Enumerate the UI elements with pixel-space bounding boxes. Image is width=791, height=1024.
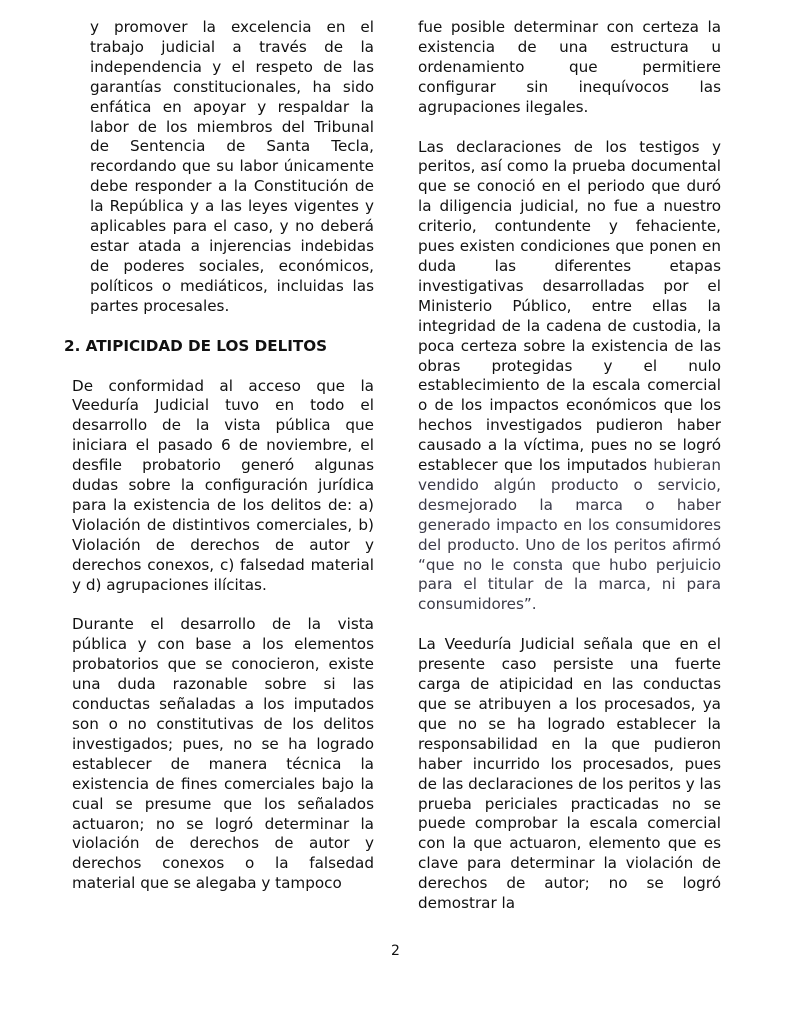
paragraph-part: Las declaraciones de los testigos y peritos, así como la prueba documental que se conoció en el periodo que duró la diligencia judicial, no fue a nuestro criterio, contundente y fehaciente, pues existen condiciones que ponen en duda las diferentes etapas investigativas desarrolladas por el Ministerio Público, entre ellas la integridad de la cadena de custodia, la poca certeza sobre la existencia de las obras protegidas y el nulo establecimiento de la escala comercial o de los impactos económicos que los hechos investigados pudieron haber causado a la víctima, pues no se logró establecer que los imputados	[418, 137, 721, 475]
paragraph: y promover la excelencia en el trabajo judicial a través de la independencia y el respeto de las garantías constitucionales, ha sido enfática en apoyar y respaldar la labor de los miembros del Tribunal de Sentencia de Santa Tecla, recordando que su labor únicamente debe responder a la Constitución de la República y a las leyes vigentes y aplicables para el caso, y no deberá estar atada a injerencias indebidas de poderes sociales, económicos, políticos o mediáticos, incluidas las partes procesales.	[90, 18, 374, 315]
right-column	[418, 18, 721, 914]
paragraph: fue posible determinar con certeza la existencia de una estructura u ordenamiento que permitiere configurar sin inequívocos las agrupaciones ilegales.	[418, 18, 721, 116]
left-column	[64, 18, 374, 894]
paragraph	[418, 138, 721, 616]
section-heading: 2. ATIPICIDAD DE LOS DELITOS	[64, 336, 328, 355]
paragraph: De conformidad al acceso que la Veeduría Judicial tuvo en todo el desarrollo de la vista pública que iniciara el pasado 6 de noviembre, el desfile probatorio generó algunas dudas sobre la configuración jurídica para la existencia de los delitos de: a) Violación de distintivos comerciales, b) Violación de derechos de autor y derechos conexos, c) falsedad material y d) agrupaciones ilícitas.	[72, 376, 374, 594]
paragraph: La Veeduría Judicial señala que en el presente caso persiste una fuerte carga de atipicidad en las conductas que se atribuyen a los procesados, ya que no se ha logrado establecer la responsabilidad en la que pudieron haber incurrido los procesados, pues de las declaraciones de los peritos y las prueba periciales practicadas no se puede comprobar la escala comercial con la que actuaron, elemento que es clave para determinar la violación de derechos de autor; no se logró demostrar la	[418, 635, 721, 913]
paragraph-part: hubieran vendido algún producto o servicio, desmejorado la marca o haber generado impacto en los consumidores del producto. Uno de los peritos afirmó “que no le consta que hubo perjuicio para el titular de la marca, ni para consumidores”.	[418, 456, 721, 614]
paragraph: Durante el desarrollo de la vista pública y con base a los elementos probatorios que se conocieron, existe una duda razonable sobre si las conductas señaladas a los imputados son o no constitutivas de los delitos investigados; pues, no se ha logrado establecer de manera técnica la existencia de fines comerciales bajo la cual se presume que los señalados actuaron; no se logró determinar la violación de derechos de autor y derechos conexos o la falsedad material que se alegaba y tampoco	[72, 615, 374, 893]
page-number: 2	[391, 943, 400, 959]
